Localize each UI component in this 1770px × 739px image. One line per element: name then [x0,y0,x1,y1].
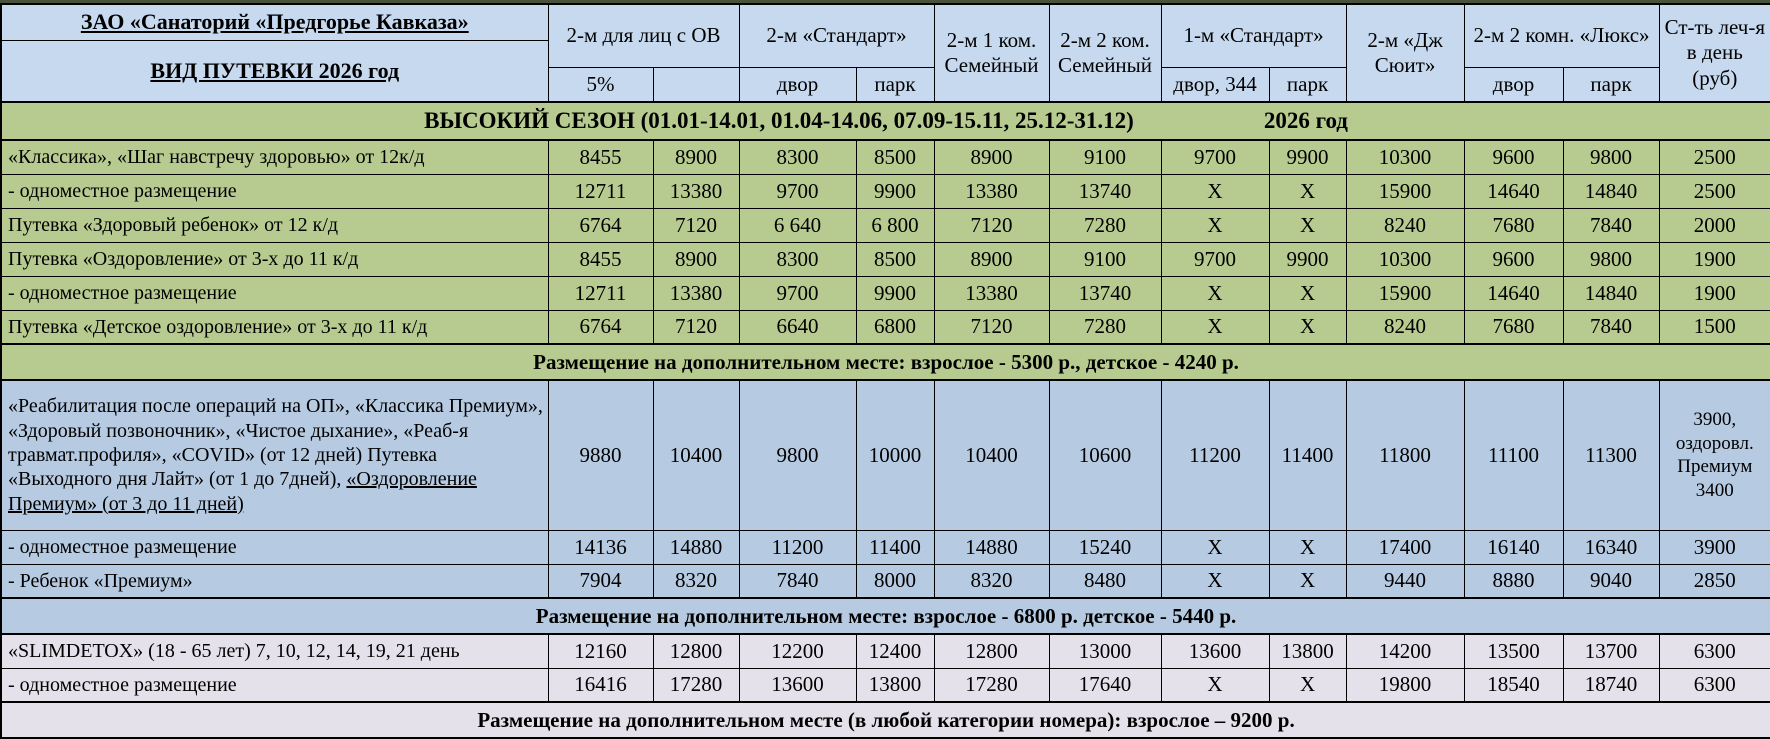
price-cell: 13800 [856,668,934,702]
price-cell: 13380 [653,174,739,208]
col-family-1room: 2-м 1 ком. Семейный [934,4,1049,102]
table-row [1,276,1770,310]
price-cell: 15240 [1049,530,1161,564]
row-label: Путевка «Детское оздоровление» от 3-х до 11 к/д [1,310,548,344]
col-ov-blank [653,67,739,102]
section-divider-text: Размещение на дополнительном месте: взрослое - 6800 р. детское - 5440 р. [1,598,1770,634]
row-label: «SLIMDETOX» (18 - 65 лет) 7, 10, 12, 14, 19, 21 день [1,634,548,668]
price-cell: 12160 [548,634,653,668]
price-cell: 13380 [934,276,1049,310]
table-row [1,208,1770,242]
price-cell: 7120 [653,310,739,344]
season-row [1,102,1770,140]
price-cell: 12711 [548,174,653,208]
price-cell: 8500 [856,242,934,276]
price-cell: 13380 [653,276,739,310]
price-cell: 7904 [548,564,653,598]
price-cell: 13380 [934,174,1049,208]
row-label: - одноместное размещение [1,276,548,310]
col-standard1-yard-344: двор, 344 [1161,67,1269,102]
price-cell: 14880 [653,530,739,564]
price-cell: 8320 [653,564,739,598]
price-cell: 8240 [1346,208,1464,242]
price-cell: 14840 [1563,174,1659,208]
price-cell: X [1269,564,1346,598]
price-cell: 9900 [1269,140,1346,174]
price-cell: 10600 [1049,380,1161,530]
price-cell: X [1161,668,1269,702]
price-cell: 8880 [1464,564,1563,598]
price-cell: 16340 [1563,530,1659,564]
row-label [1,380,548,530]
price-cell: 9700 [1161,140,1269,174]
title-cell [1,4,548,102]
table-row [1,564,1770,598]
price-cell: X [1161,174,1269,208]
col-group-lux: 2-м 2 комн. «Люкс» [1464,4,1659,67]
price-cell: X [1269,208,1346,242]
col-ov-5pct: 5% [548,67,653,102]
row-label-underlined-text: «Оздоровление Премиум» (от 3 до 11 дней) [8,468,477,515]
price-cell: 8000 [856,564,934,598]
price-cell: 7280 [1049,208,1161,242]
row-label: - одноместное размещение [1,668,548,702]
price-table-body [1,102,1770,738]
row-label: Путевка «Оздоровление» от 3-х до 11 к/д [1,242,548,276]
table-row [1,174,1770,208]
price-cell: 3900 [1659,530,1770,564]
price-cell: 9900 [856,174,934,208]
col-family-2room: 2-м 2 ком. Семейный [1049,4,1161,102]
price-cell: 8500 [856,140,934,174]
price-cell: 6800 [856,310,934,344]
price-cell: 1500 [1659,310,1770,344]
price-cell: 3900, оздоровл. Премиум 3400 [1659,380,1770,530]
price-cell: 9100 [1049,140,1161,174]
price-cell: 14640 [1464,276,1563,310]
price-cell: 13600 [1161,634,1269,668]
price-cell: 12711 [548,276,653,310]
price-cell: 2500 [1659,174,1770,208]
season-cell [1,102,1770,140]
org-title: ЗАО «Санаторий «Предгорье Кавказа» [2,5,548,41]
section-divider-row [1,344,1770,380]
price-cell: 8900 [934,242,1049,276]
price-cell: 6764 [548,310,653,344]
price-cell: 8240 [1346,310,1464,344]
season-year: 2026 год [1263,108,1348,133]
price-cell: 9800 [739,380,856,530]
price-cell: 7120 [934,208,1049,242]
price-cell: 14880 [934,530,1049,564]
section-divider-text: Размещение на дополнительном месте: взрослое - 5300 р., детское - 4240 р. [1,344,1770,380]
price-cell: 7840 [1563,208,1659,242]
price-cell: 12200 [739,634,856,668]
price-cell: 14200 [1346,634,1464,668]
price-cell: 9100 [1049,242,1161,276]
doc-title: ВИД ПУТЕВКИ 2026 год [150,57,400,83]
col-lux-yard: двор [1464,67,1563,102]
price-cell: 10000 [856,380,934,530]
price-cell: 6 800 [856,208,934,242]
price-cell: 7840 [1563,310,1659,344]
price-cell: 8900 [653,242,739,276]
price-cell: 16140 [1464,530,1563,564]
price-cell: 9440 [1346,564,1464,598]
price-cell: 18740 [1563,668,1659,702]
price-cell: 9900 [856,276,934,310]
price-cell: 10400 [653,380,739,530]
col-standard1-park: парк [1269,67,1346,102]
price-cell: 2000 [1659,208,1770,242]
price-cell: X [1161,208,1269,242]
price-cell: X [1269,310,1346,344]
table-row [1,530,1770,564]
price-table [0,3,1770,739]
price-cell: 17280 [653,668,739,702]
col-group-ov: 2-м для лиц с ОВ [548,4,739,67]
price-cell: 8900 [934,140,1049,174]
price-cell: 10300 [1346,242,1464,276]
price-cell: 14640 [1464,174,1563,208]
price-cell: 9880 [548,380,653,530]
section-divider-row [1,702,1770,738]
price-cell: 12800 [934,634,1049,668]
price-cell: 6300 [1659,634,1770,668]
price-cell: 6764 [548,208,653,242]
price-cell: 16416 [548,668,653,702]
table-row [1,310,1770,344]
price-cell: 11300 [1563,380,1659,530]
price-cell: 8480 [1049,564,1161,598]
price-cell: 9600 [1464,140,1563,174]
price-cell: 19800 [1346,668,1464,702]
price-cell: 8900 [653,140,739,174]
price-cell: 10300 [1346,140,1464,174]
table-row [1,140,1770,174]
price-cell: 1900 [1659,242,1770,276]
price-cell: 13740 [1049,174,1161,208]
price-cell: 11100 [1464,380,1563,530]
price-cell: 7840 [739,564,856,598]
table-row [1,242,1770,276]
row-label: - одноместное размещение [1,174,548,208]
price-cell: 7680 [1464,208,1563,242]
price-cell: 14840 [1563,276,1659,310]
price-cell: X [1161,310,1269,344]
price-cell: 12400 [856,634,934,668]
price-cell: 9800 [1563,242,1659,276]
price-cell: X [1161,530,1269,564]
table-row [1,380,1770,530]
price-cell: 15900 [1346,276,1464,310]
price-cell: 11800 [1346,380,1464,530]
price-cell: 9040 [1563,564,1659,598]
price-cell: 8300 [739,242,856,276]
price-cell: 1900 [1659,276,1770,310]
price-cell: 8455 [548,242,653,276]
price-cell: 9700 [739,276,856,310]
price-cell: 11200 [1161,380,1269,530]
price-cell: 18540 [1464,668,1563,702]
price-cell: X [1161,564,1269,598]
price-cell: 11200 [739,530,856,564]
price-cell: 13600 [739,668,856,702]
col-group-standard-single: 1-м «Стандарт» [1161,4,1346,67]
price-cell: 12800 [653,634,739,668]
price-cell: 15900 [1346,174,1464,208]
column-group-row [1,4,1770,67]
table-row [1,634,1770,668]
season-title: ВЫСОКИЙ СЕЗОН (01.01-14.01, 01.04-14.06, 07.09-15.11, 25.12-31.12) [424,108,1134,133]
price-cell: 13700 [1563,634,1659,668]
price-cell: 9700 [739,174,856,208]
price-cell: X [1269,668,1346,702]
col-standard2-park: парк [856,67,934,102]
price-cell: 7280 [1049,310,1161,344]
price-cell: 9800 [1563,140,1659,174]
section-divider-row [1,598,1770,634]
row-label: Путевка «Здоровый ребенок» от 12 к/д [1,208,548,242]
price-cell: 13000 [1049,634,1161,668]
table-row [1,668,1770,702]
price-cell: 2500 [1659,140,1770,174]
price-cell: 17400 [1346,530,1464,564]
col-standard2-yard: двор [739,67,856,102]
price-cell: 11400 [856,530,934,564]
price-cell: 7680 [1464,310,1563,344]
price-cell: 8455 [548,140,653,174]
price-cell: 7120 [653,208,739,242]
price-cell: 2850 [1659,564,1770,598]
price-cell: 11400 [1269,380,1346,530]
row-label-text: «Реабилитация после операций на ОП», «Классика Премиум», «Здоровый позвоночник», «Чистое дыхание», «Реаб-я травмат.профиля», «COVID» (от 12 дней) Путевка «Выходного дня Лайт» (от 1 до 7дней), [8,395,543,491]
price-cell: 17280 [934,668,1049,702]
price-cell: 14136 [548,530,653,564]
row-label: - Ребенок «Премиум» [1,564,548,598]
col-junior-suite: 2-м «Дж Сюит» [1346,4,1464,102]
price-cell: 8300 [739,140,856,174]
price-cell: 13500 [1464,634,1563,668]
price-cell: X [1269,276,1346,310]
price-cell: X [1161,276,1269,310]
price-cell: 6640 [739,310,856,344]
col-treatment-cost: Ст-ть леч-я в день (руб) [1659,4,1770,102]
col-group-standard-double: 2-м «Стандарт» [739,4,934,67]
price-cell: 9700 [1161,242,1269,276]
price-cell: X [1269,174,1346,208]
table-header [1,4,1770,102]
section-divider-text: Размещение на дополнительном месте (в любой категории номера): взрослое – 9200 р. [1,702,1770,738]
price-cell: 7120 [934,310,1049,344]
price-cell: 13740 [1049,276,1161,310]
price-cell: 6300 [1659,668,1770,702]
price-cell: 8320 [934,564,1049,598]
price-cell: 6 640 [739,208,856,242]
row-label: - одноместное размещение [1,530,548,564]
price-cell: 13800 [1269,634,1346,668]
price-cell: 9900 [1269,242,1346,276]
row-label: «Классика», «Шаг навстречу здоровью» от 12к/д [1,140,548,174]
price-cell: X [1269,530,1346,564]
price-cell: 10400 [934,380,1049,530]
price-cell: 17640 [1049,668,1161,702]
col-lux-park: парк [1563,67,1659,102]
price-cell: 9600 [1464,242,1563,276]
